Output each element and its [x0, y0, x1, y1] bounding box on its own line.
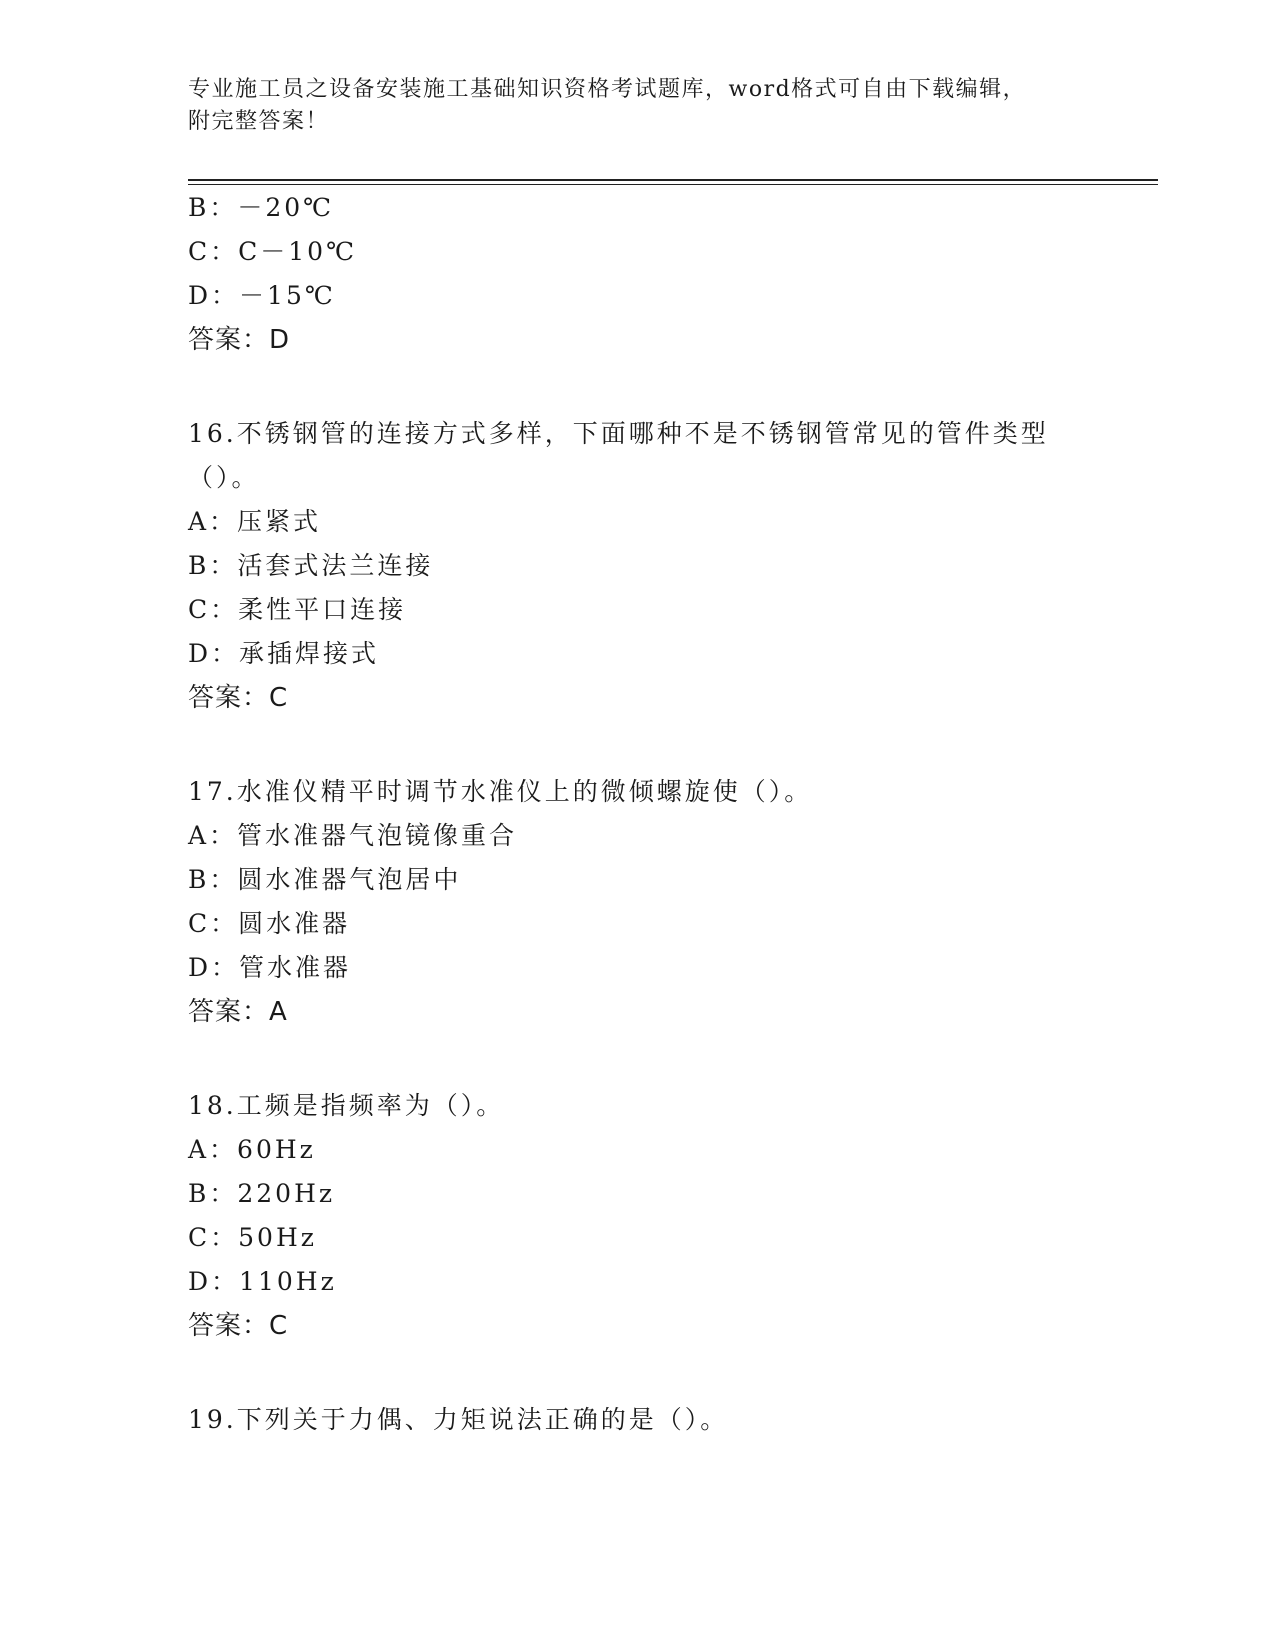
q17-option-a: A：管水准器气泡镜像重合 [188, 821, 518, 850]
q17-option-d: D：管水准器 [188, 953, 352, 982]
header-line-1: 专业施工员之设备安装施工基础知识资格考试题库，word格式可自由下载编辑， [188, 77, 1027, 102]
q18-option-b: B：220Hz [188, 1179, 336, 1208]
q18-option-a: A：60Hz [188, 1135, 316, 1164]
q17-option-c: C：圆水准器 [188, 909, 351, 938]
header-rule-thin [188, 184, 1158, 185]
q16-answer: 答案：C [188, 683, 289, 713]
q16-stem-line-1: 16.不锈钢管的连接方式多样，下面哪种不是不锈钢管常见的管件类型 [188, 419, 1049, 448]
q15-answer: 答案：D [188, 325, 291, 355]
header-line-2: 附完整答案！ [188, 109, 330, 134]
q18-option-d: D：110Hz [188, 1267, 337, 1296]
q18-option-c: C：50Hz [188, 1223, 317, 1252]
q16-option-a: A：压紧式 [188, 507, 322, 536]
q15-option-b: B：－20℃ [188, 193, 335, 222]
q18-stem: 18.工频是指频率为（）。 [188, 1091, 505, 1120]
q16-stem-line-2: （）。 [188, 463, 260, 492]
q17-option-b: B：圆水准器气泡居中 [188, 865, 462, 894]
document-header [188, 74, 1088, 138]
q16-option-c: C：柔性平口连接 [188, 595, 407, 624]
q18-answer: 答案：C [188, 1311, 289, 1341]
q16-option-d: D：承插焊接式 [188, 639, 380, 668]
q17-stem: 17.水准仪精平时调节水准仪上的微倾螺旋使（）。 [188, 777, 813, 806]
q19-stem: 19.下列关于力偶、力矩说法正确的是（）。 [188, 1405, 729, 1434]
header-rule-thick [188, 179, 1158, 181]
q15-option-d: D：－15℃ [188, 281, 336, 310]
q15-option-c: C：C－10℃ [188, 237, 358, 266]
q16-option-b: B：活套式法兰连接 [188, 551, 434, 580]
q17-answer: 答案：A [188, 997, 288, 1027]
